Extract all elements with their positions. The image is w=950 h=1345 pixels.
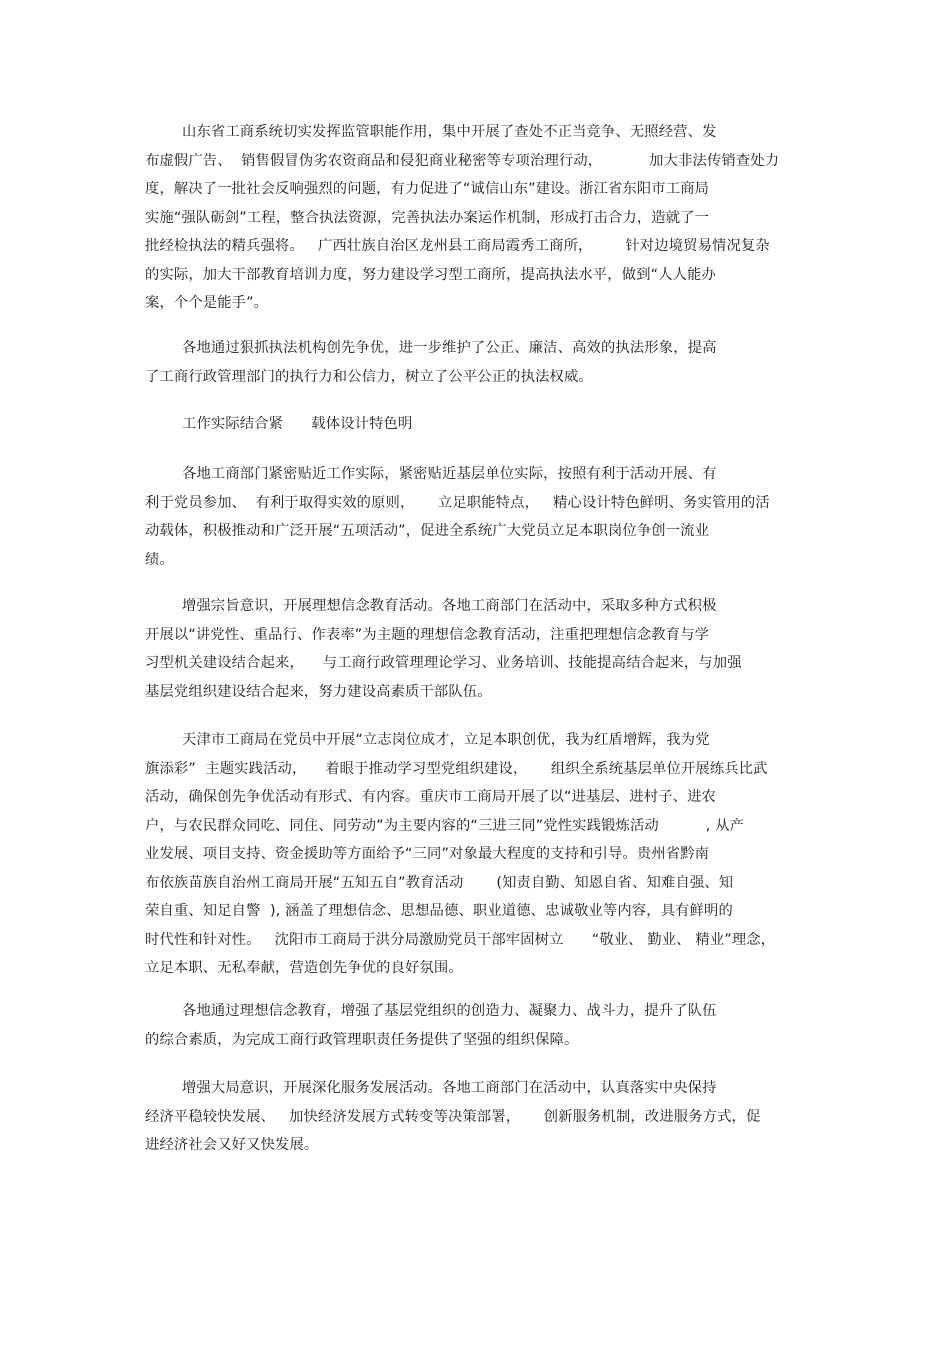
text-line: 批经检执法的精兵强将。 广西壮族自治区龙州县工商局霞秀工商所， 针对边境贸易情况复杂 [145,238,770,254]
text-line: 开展以“讲党性、重品行、作表率”为主题的理想信念教育活动，注重把理想信念教育与学 [145,626,710,643]
text-line: 时代性和针对性。 沈阳市工商局于洪分局激励党员干部牢固树立 “敬业、 勤业、 精业”理念， [145,931,776,948]
text-line: 各地通过狠抓执法机构创先争优，进一步维护了公正、廉洁、高效的执法形象，提高 [182,340,717,356]
text-line: 活动，确保创先争优活动有形式、有内容。重庆市工商局开展了以“进基层、进村子、进农 [145,789,716,805]
paragraph-2 [145,334,810,391]
section-heading [145,410,810,439]
text-line: 绩。 [145,551,174,568]
paragraph-8 [145,1074,810,1160]
text-line: 增强宗旨意识，开展理想信念教育活动。各地工商部门在活动中，采取多种方式积极 [182,598,717,614]
text-line: 进经济社会又好又快发展。 [145,1137,319,1153]
paragraph-1 [145,118,810,318]
text-line: 利于党员参加、 有利于取得实效的原则， 立足职能特点， 精心设计特色鲜明、务实管用的活 [145,494,770,511]
text-line: 天津市工商局在党员中开展“立志岗位成才，立足本职创优，我为红盾增辉，我为党 [182,732,710,748]
text-line: 的综合素质，为完成工商行政管理职责任务提供了坚强的组织保障。 [145,1031,579,1048]
text-line: 旗添彩” 主题实践活动， 着眼于推动学习型党组织建设， 组织全系统基层单位开展练兵比武 [145,760,768,777]
text-line: 业发展、项目支持、资金援助等方面给予“三同”对象最大程度的支持和引导。贵州省黔南 [145,846,710,862]
paragraph-4 [145,460,810,574]
text-line: 布依族苗族自治州工商局开展“五知五自”教育活动 (知责自勤、知恩自省、知难自强、知 [145,874,734,891]
text-line: 荣自重、知足自警 ), 涵盖了理想信念、思想品德、职业道德、忠诚敬业等内容，具有鲜明的 [145,903,733,919]
text-line: 习型机关建设结合起来， 与工商行政管理理论学习、业务培训、技能提高结合起来，与加强 [145,655,742,671]
text-line: 立足本职、无私奉献，营造创先争优的良好氛围。 [145,960,463,976]
text-line: 度，解决了一批社会反响强烈的问题，有力促进了“诚信山东”建设。浙江省东阳市工商局 [145,181,710,197]
text-line: 的实际，加大干部教育培训力度，努力建设学习型工商所，提高执法水平，做到“人人能办 [145,266,716,283]
text-line: 增强大局意识，开展深化服务发展活动。各地工商部门在活动中，认真落实中央保持 [182,1080,717,1096]
text-line: 户，与农民群众同吃、同住、同劳动”为主要内容的“三进三同”党性实践锻炼活动 , 从产 [145,817,745,834]
text-line: 各地通过理想信念教育，增强了基层党组织的创造力、凝聚力、战斗力，提升了队伍 [182,1003,717,1019]
text-line: 动载体，积极推动和广泛开展“五项活动”，促进全系统广大党员立足本职岗位争创一流业 [145,523,710,539]
text-line: 基层党组织建设结合起来，努力建设高素质干部队伍。 [145,683,492,700]
text-line: 实施“强队砺剑”工程，整合执法资源，完善执法办案运作机制，形成打击合力，造就了一 [145,209,710,226]
heading-text: 工作实际结合紧 载体设计特色明 [182,416,413,432]
paragraph-5 [145,592,810,706]
paragraph-6 [145,726,810,983]
text-line: 布虚假广告、 销售假冒伪劣农资商品和侵犯商业秘密等专项治理行动， 加大非法传销查处力 [145,152,780,169]
paragraph-7 [145,997,810,1054]
text-line: 了工商行政管理部门的执行力和公信力，树立了公平公正的执法权威。 [145,368,593,385]
text-line: 山东省工商系统切实发挥监管职能作用，集中开展了查处不正当竞争、无照经营、发 [182,124,717,140]
text-line: 案，个个是能手”。 [145,295,269,311]
text-line: 经济平稳较快发展、 加快经济发展方式转变等决策部署， 创新服务机制，改进服务方式，促 [145,1108,761,1125]
text-line: 各地工商部门紧密贴近工作实际，紧密贴近基层单位实际，按照有利于活动开展、有 [182,466,717,482]
